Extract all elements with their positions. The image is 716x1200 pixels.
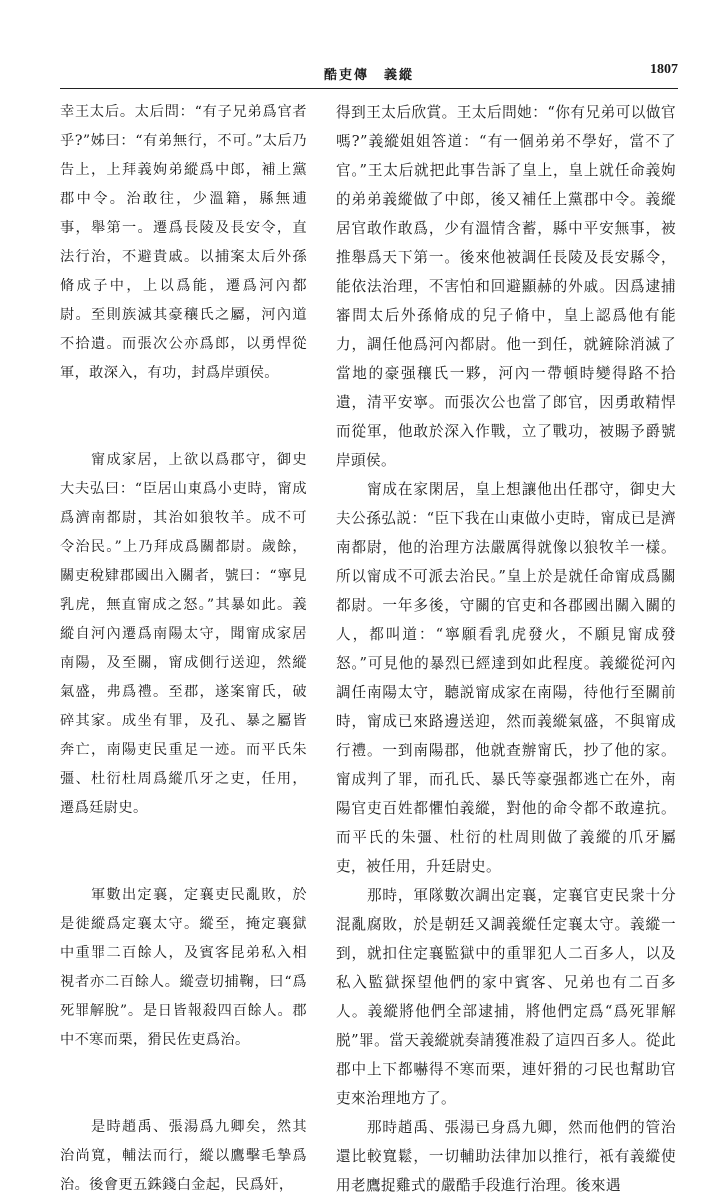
classical-paragraph: 是時趙禹、張湯爲九卿矣，然其治尚寬，輔法而行，縱以鷹擊毛摯爲治。後會更五銖錢白金起，民爲奸， [60,1119,307,1193]
header-divider [60,88,678,89]
header-title: 酷吏傳 義縱 [323,68,414,83]
classical-text-column [60,98,307,1200]
translation-paragraph: 那時，軍隊數次調出定襄，定襄官吏民衆十分混亂腐敗，於是朝廷又調義縱任定襄太守。義縱一到，就扣住定襄監獄中的重罪犯人二百多人，以及私入監獄探望他們的家中賓客、兄弟也有二百多人。義縱將他們全部逮捕，將他們定爲“爲死罪解脱”罪。當天義縱就奏請獲准殺了這四百多人。從此郡中上下都嚇得不寒而栗，連奸猾的刁民也幫助官吏來治理地方了。 [336,887,676,1107]
classical-paragraph: 幸王太后。太后問：“有子兄弟爲官者乎?”姊曰：“有弟無行，不可。”太后乃告上，上拜義姁弟縱爲中郎，補上黨郡中令。治敢往，少溫籍，縣無逋事，舉第一。遷爲長陵及長安令，直法行治，不避貴戚。以捕案太后外孫脩成子中，上以爲能，遷爲河內都尉。至則族滅其豪穰氏之屬，河內道不拾遺。而張次公亦爲郎，以勇悍從軍，敢深入，有功，封爲岸頭侯。 [60,104,307,381]
classical-paragraph: 軍數出定襄，定襄吏民亂敗，於是徙縱爲定襄太守。縱至，掩定襄獄中重罪二百餘人，及賓客昆弟私入相視者亦二百餘人。縱壹切捕鞠，曰“爲死罪解脫”。是日皆報殺四百餘人。郡中不寒而栗，猾民佐吏爲治。 [60,887,307,1048]
translation-column [336,98,676,1200]
translation-paragraph: 甯成在家閑居，皇上想讓他出任郡守，御史大夫公孫弘説：“臣下我在山東做小吏時，甯成已是濟南都尉，他的治理方法嚴厲得就像以狼牧羊一樣。所以甯成不可派去治民。”皇上於是就任命甯成爲關都尉。一年多後，守關的官吏和各郡國出關入關的人，都叫道：“寧願看乳虎發火，不願見甯成發怒。”可見他的暴烈已經達到如此程度。義縱從河內調任南陽太守，聽説甯成家在南陽，待他行至關前時，甯成已來路邊送迎，然而義縱氣盛，不與甯成行禮。一到南陽郡，他就查辦甯氏，抄了他的家。甯成判了罪，而孔氏、暴氏等豪强都逃亡在外，南陽官吏百姓都懼怕義縱，對他的命令都不敢違抗。而平氏的朱彊、杜衍的杜周則做了義縱的爪牙屬吏，被任用，升廷尉史。 [336,481,676,875]
translation-paragraph: 得到王太后欣賞。王太后問她：“你有兄弟可以做官嗎?”義縱姐姐答道：“有一個弟弟不學好，當不了官。”王太后就把此事告訴了皇上，皇上就任命義姁的弟弟義縱做了中郎，後又補任上黨郡中令。義縱居官敢作敢爲，少有溫情含蓄，縣中平安無事，被推舉爲天下第一。後來他被調任長陵及長安縣令，能依法治理，不害怕和回避顯赫的外戚。因爲逮捕審問太后外孫脩成的兒子脩中，皇上認爲他有能力，調任他爲河內都尉。他一到任，就鏟除消滅了當地的豪强穰氏一夥，河內一帶頓時變得路不拾遺，清平安寧。而張次公也當了郎官，因勇敢精悍而從軍，他敢於深入作戰，立了戰功，被賜予爵號岸頭侯。 [336,104,676,469]
classical-paragraph: 甯成家居，上欲以爲郡守，御史大夫弘曰：“臣居山東爲小吏時，甯成爲濟南都尉，其治如狼牧羊。成不可令治民。”上乃拜成爲關都尉。歲餘，關吏稅肄郡國出入關者，號曰：“寧見乳虎，無直甯成之怒。”其暴如此。義縱自河內遷爲南陽太守，聞甯成家居南陽，及至關，甯成側行送迎，然縱氣盛，弗爲禮。至郡，遂案甯氏，破碎其家。成坐有罪，及孔、暴之屬皆奔亡，南陽吏民重足一迹。而平氏朱彊、杜衍杜周爲縱爪牙之吏，任用，遷爲廷尉史。 [60,452,307,816]
translation-paragraph: 那時趙禹、張湯已身爲九卿，然而他們的管治還比較寬鬆，一切輔助法律加以推行，祇有義縱使用老鷹捉雞式的嚴酷手段進行治理。後來遇 [336,1119,676,1194]
running-header [60,62,678,84]
page-number: 1807 [650,62,678,77]
